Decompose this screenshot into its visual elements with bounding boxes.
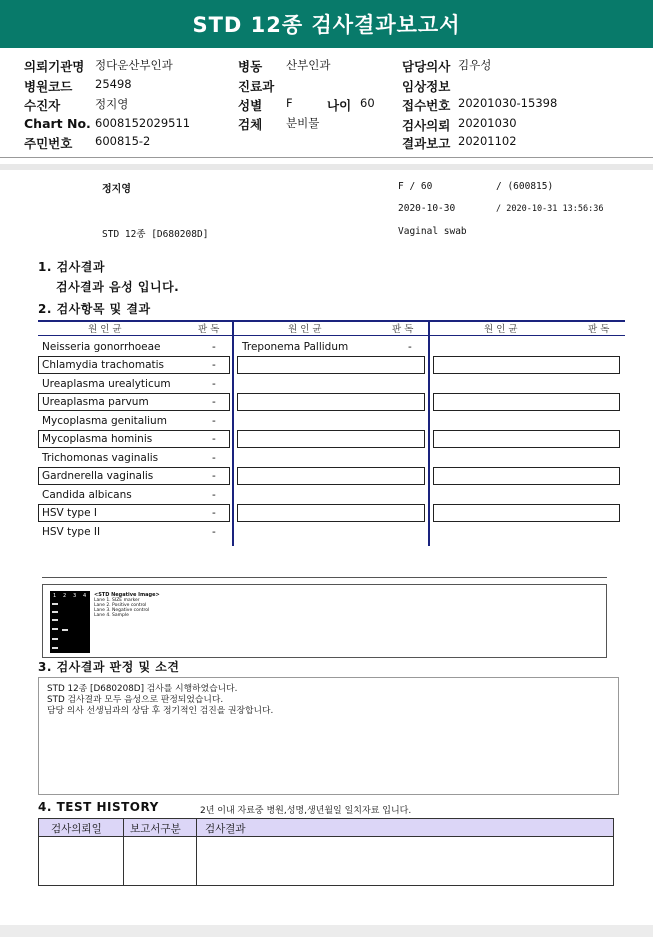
section1-summary: 검사결과 음성 입니다. (56, 280, 180, 294)
resident-wrap (95, 134, 150, 148)
gel-lane-label: 4 (83, 593, 87, 599)
sex-value: F (286, 96, 293, 110)
sub-sample: Vaginal swab (398, 226, 467, 237)
doctor-label: 담당의사 (402, 59, 451, 74)
receipt-row (402, 96, 450, 114)
findings-line: 담당 의사 선생님과의 상담 후 정기적인 검진을 권장합니다. (47, 706, 274, 716)
organism-result: - (212, 470, 216, 482)
sub-sex-age: F / 60 (398, 181, 433, 192)
organism-name: Ureaplasma urealyticum (42, 378, 171, 390)
history-note: 2년 이내 자료중 병원,성명,생년월일 일치자료 입니다. (200, 806, 412, 816)
col2-cause-header: 원 인 균 (288, 324, 322, 335)
header-band (0, 164, 653, 170)
organism-name: Treponema Pallidum (242, 341, 349, 353)
history-table-header (39, 819, 613, 837)
gel-band (52, 638, 58, 640)
request-row (402, 116, 450, 134)
patient-value: 정지영 (95, 97, 129, 111)
organism-name: HSV type II (42, 526, 101, 538)
request-value: 20201030 (458, 116, 517, 130)
col1-read-header: 판 독 (198, 324, 220, 335)
col1-cause-header: 원 인 균 (88, 324, 122, 335)
chart-row (24, 116, 91, 131)
history-table (38, 818, 614, 886)
institution-row (24, 57, 84, 75)
organism-result: - (212, 396, 216, 408)
patient-label: 수진자 (24, 98, 61, 113)
specimen-row (238, 115, 262, 133)
section3-heading: 3. 검사결과 판정 및 소견 (38, 660, 180, 674)
institution-value-wrap (95, 57, 173, 73)
doctor-row (402, 57, 450, 75)
organism-result: - (212, 433, 216, 445)
ward-row (238, 57, 262, 75)
organism-name: Neisseria gonorrhoeae (42, 341, 161, 353)
organism-result: - (408, 341, 412, 353)
findings-line: STD 검사결과 모두 음성으로 판정되었습니다. (47, 695, 224, 705)
ward-value: 산부인과 (286, 58, 331, 72)
col2-read-header: 판 독 (392, 324, 414, 335)
gel-lane-label: 1 (53, 593, 57, 599)
sub-test-code: STD 12종 [D680208D] (102, 229, 209, 240)
organism-result: - (212, 507, 216, 519)
doctor-wrap (458, 57, 491, 73)
sex-label: 성별 (238, 98, 263, 113)
gel-caption-line: Lane 4. Sample (94, 613, 129, 618)
grid-divider-1 (232, 320, 234, 546)
gel-caption-line: Lane 1. SIZE marker (94, 598, 140, 603)
gel-caption-title: <STD Negative Image> (94, 592, 160, 598)
request-label: 검사의뢰 (402, 118, 451, 133)
sex-wrap (286, 96, 293, 110)
row-box (237, 504, 425, 522)
clinical-row (402, 77, 450, 95)
history-col-result: 검사결과 (205, 822, 246, 835)
report-value: 20201102 (458, 134, 517, 148)
receipt-value: 20201030-15398 (458, 96, 558, 110)
doctor-value: 김우성 (458, 58, 492, 72)
header-divider (0, 157, 653, 158)
gel-image (50, 591, 90, 653)
sex-row (238, 96, 262, 114)
clinical-label: 임상정보 (402, 79, 451, 94)
image-top-rule (42, 577, 607, 578)
row-box (237, 393, 425, 411)
section4-heading: 4. TEST HISTORY (38, 800, 159, 814)
receipt-wrap (458, 96, 557, 110)
grid-divider-2 (428, 320, 430, 546)
row-box (433, 467, 620, 485)
specimen-label: 검체 (238, 117, 263, 132)
result-grid-header-rule (38, 335, 625, 336)
request-wrap (458, 116, 517, 130)
sub-birth: / (600815) (496, 181, 554, 192)
row-box (237, 430, 425, 448)
chart-value: 6008152029511 (95, 116, 191, 130)
sub-report-datetime: / 2020-10-31 13:56:36 (496, 204, 604, 214)
organism-result: - (212, 415, 216, 427)
row-box (433, 356, 620, 374)
age-value: 60 (360, 96, 375, 110)
row-box (433, 504, 620, 522)
history-col-type: 보고서구분 (130, 822, 181, 835)
ward-wrap (286, 57, 330, 73)
report-label: 결과보고 (402, 136, 451, 151)
history-col-request: 검사의뢰일 (51, 822, 102, 835)
organism-result: - (212, 359, 216, 371)
col3-cause-header: 원 인 균 (484, 324, 518, 335)
row-box (433, 393, 620, 411)
row-box (237, 467, 425, 485)
organism-name: Ureaplasma parvum (42, 396, 149, 408)
organism-name: Mycoplasma genitalium (42, 415, 167, 427)
resident-value: 600815-2 (95, 134, 151, 148)
page-bottom-band (0, 925, 653, 937)
findings-box (38, 677, 619, 795)
gel-band (52, 628, 58, 630)
chart-label: Chart No. (24, 116, 91, 131)
organism-name: Gardnerella vaginalis (42, 470, 154, 482)
institution-value: 정다운산부인과 (95, 58, 173, 72)
result-grid-top-rule (38, 320, 625, 322)
sub-patient-name: 정지영 (102, 184, 131, 195)
section2-heading: 2. 검사항목 및 결과 (38, 302, 151, 316)
age-row (327, 96, 351, 114)
resident-row (24, 134, 72, 152)
gel-band (52, 647, 58, 649)
section1-heading: 1. 검사결과 (38, 260, 105, 274)
organism-result: - (212, 378, 216, 390)
hospital-code-value: 25498 (95, 77, 132, 91)
gel-band (52, 619, 58, 621)
hospital-code-label: 병원코드 (24, 79, 73, 94)
gel-lane-label: 2 (63, 593, 67, 599)
sub-receipt-date: 2020-10-30 (398, 203, 456, 214)
resident-label: 주민번호 (24, 136, 73, 151)
organism-result: - (212, 526, 216, 538)
row-box (433, 430, 620, 448)
ward-label: 병동 (238, 59, 263, 74)
age-label: 나이 (327, 98, 352, 113)
gel-caption-line: Lane 2. Positive control (94, 603, 147, 608)
gel-band (62, 629, 68, 631)
age-wrap (360, 96, 375, 110)
gel-caption (94, 593, 160, 618)
findings-line: STD 12종 [D680208D] 검사를 시행하였습니다. (47, 684, 238, 694)
col3-read-header: 판 독 (588, 324, 610, 335)
organism-result: - (212, 489, 216, 501)
history-col-divider (196, 819, 197, 885)
specimen-wrap (286, 115, 319, 131)
patient-row (24, 96, 60, 114)
hospital-code-wrap (95, 77, 132, 91)
history-col-divider (123, 819, 124, 885)
report-row (402, 134, 450, 152)
organism-result: - (212, 452, 216, 464)
organism-name: Trichomonas vaginalis (42, 452, 159, 464)
patient-wrap (95, 96, 128, 112)
gel-caption-line: Lane 3. Negative control (94, 608, 150, 613)
gel-band (52, 611, 58, 613)
organism-name: Chlamydia trachomatis (42, 359, 165, 371)
organism-name: HSV type I (42, 507, 97, 519)
gel-lane-label: 3 (73, 593, 77, 599)
row-box (237, 356, 425, 374)
report-wrap (458, 134, 517, 148)
hospital-code-row (24, 77, 72, 95)
institution-label: 의뢰기관명 (24, 59, 85, 74)
organism-name: Mycoplasma hominis (42, 433, 153, 445)
gel-band (52, 603, 58, 605)
organism-result: - (212, 341, 216, 353)
dept-label: 진료과 (238, 79, 275, 94)
specimen-value: 분비물 (286, 116, 320, 130)
organism-name: Candida albicans (42, 489, 132, 501)
dept-row (238, 77, 274, 95)
receipt-label: 접수번호 (402, 98, 451, 113)
chart-wrap (95, 116, 190, 130)
report-title: STD 12종 검사결과보고서 (0, 0, 653, 48)
